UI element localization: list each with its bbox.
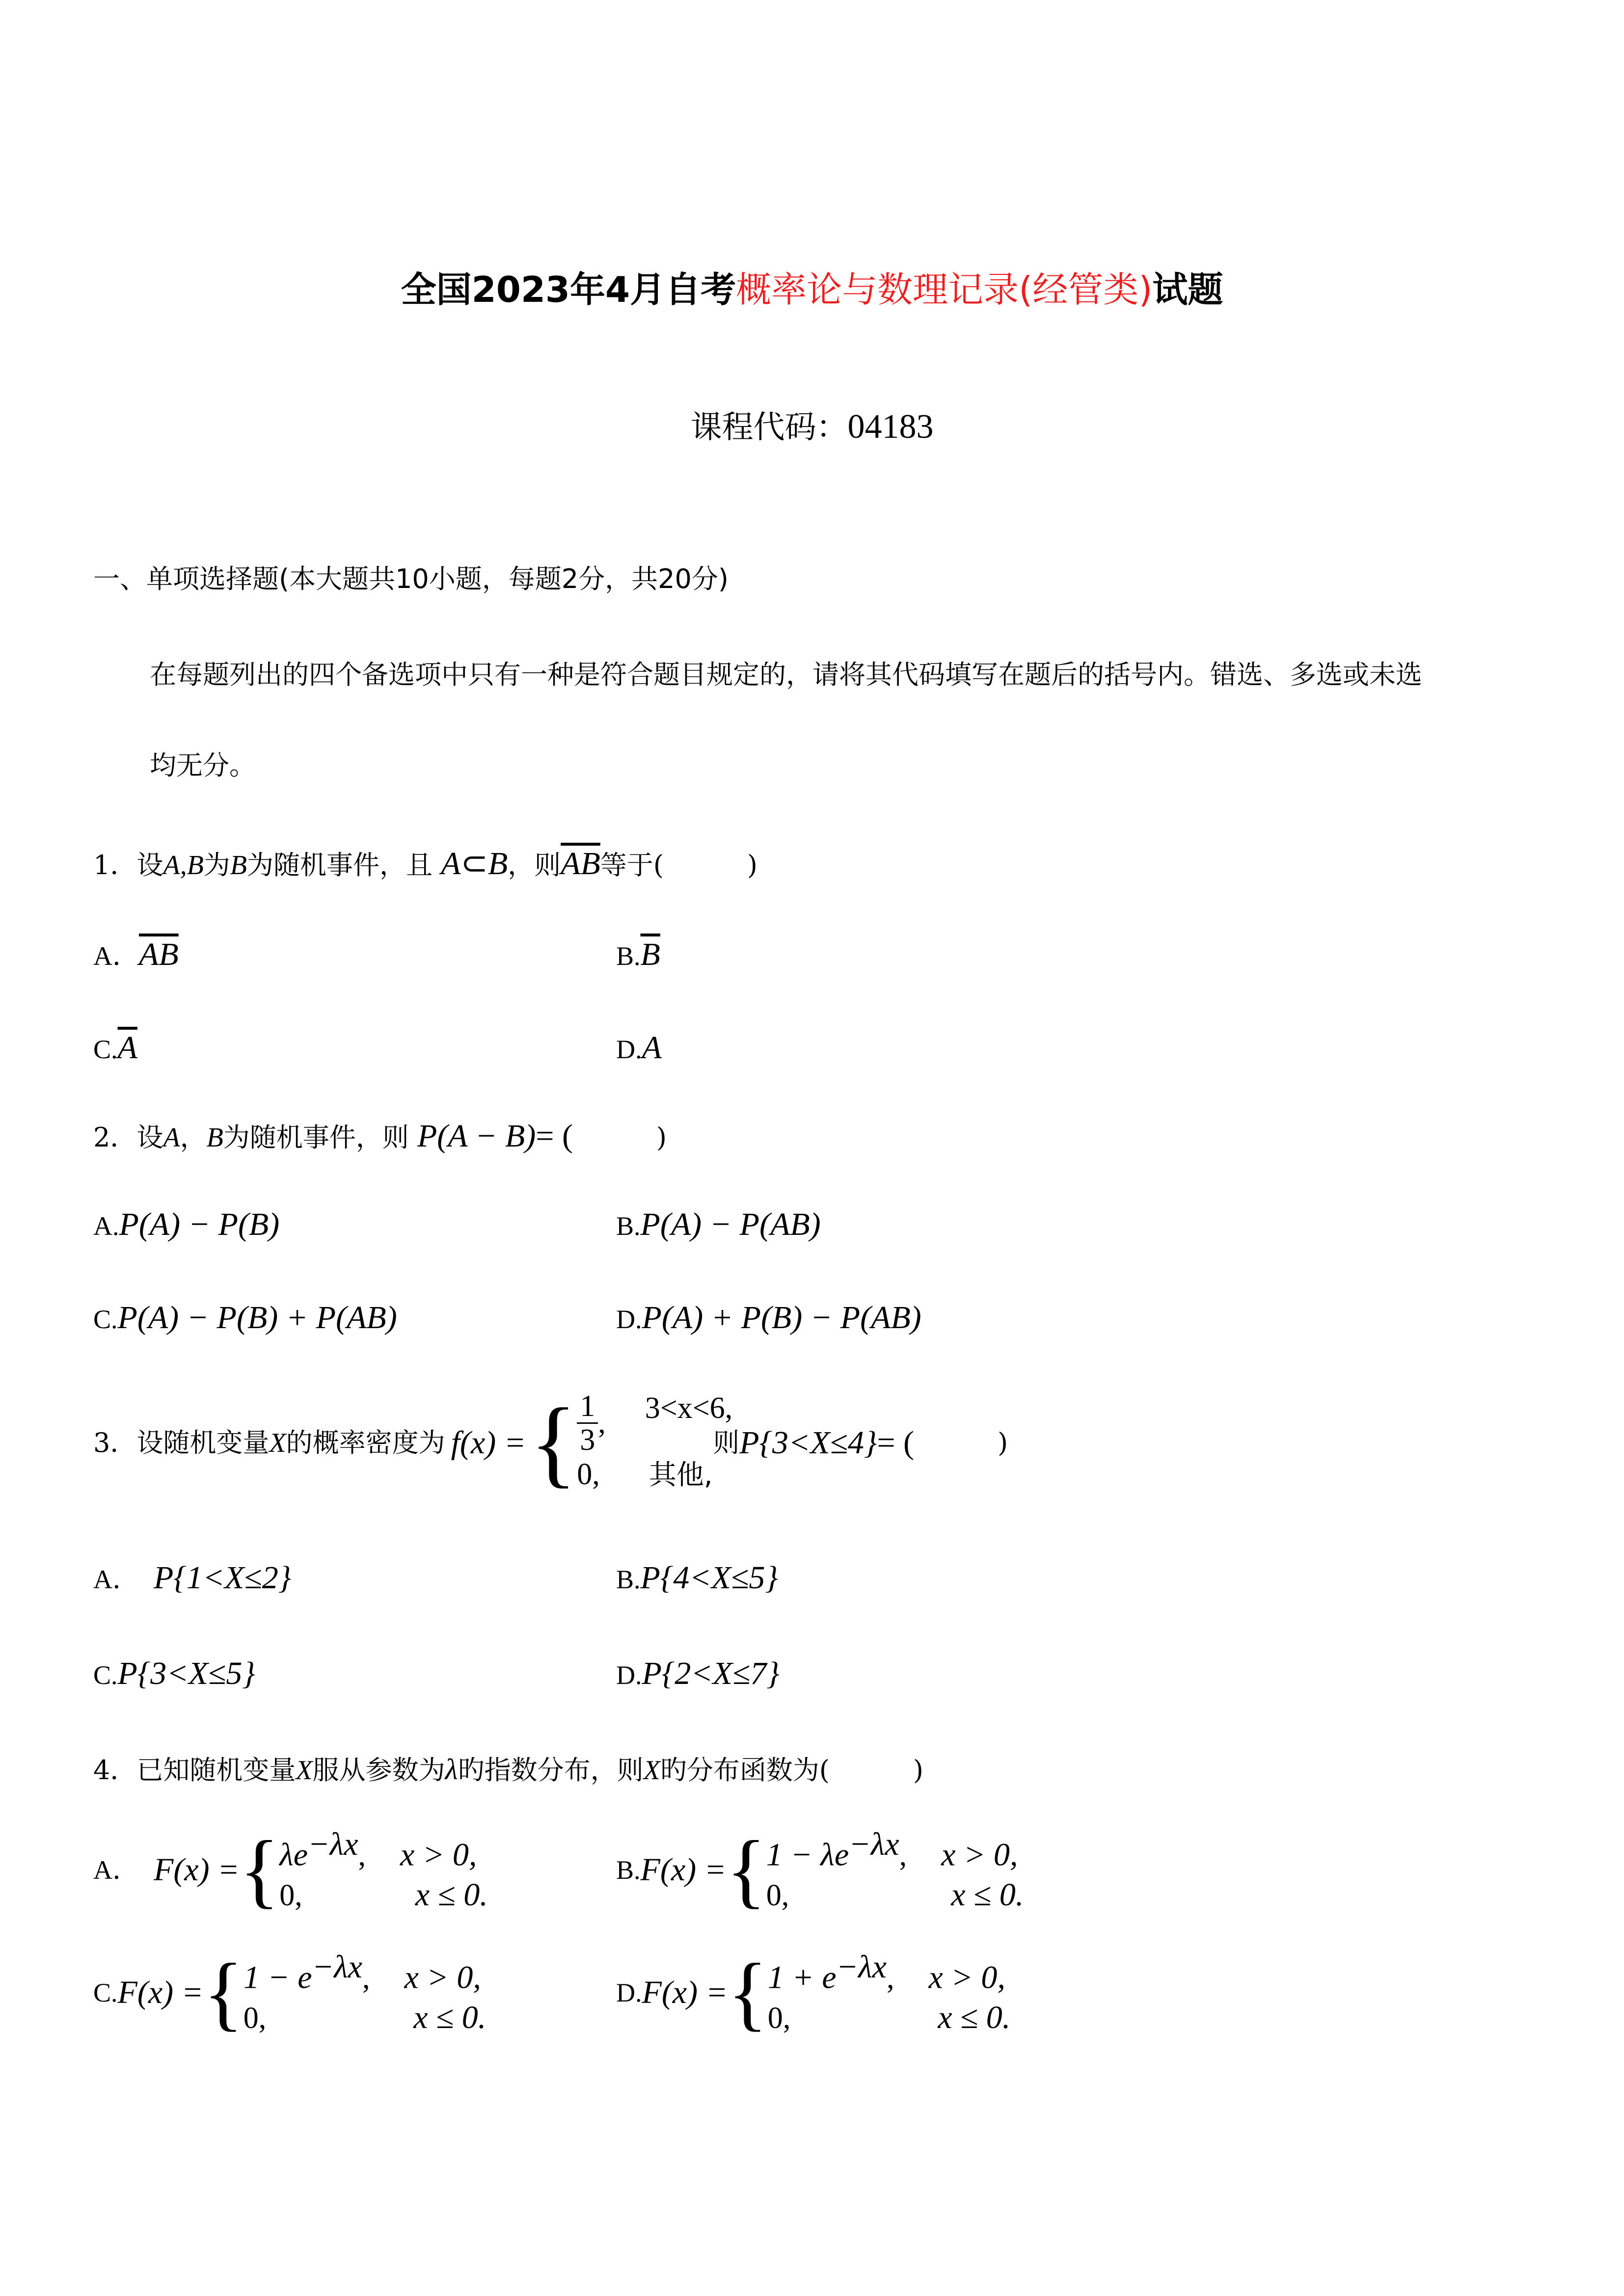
question-number: 3． [93,1427,137,1458]
q1-vars: A,B [163,850,204,881]
q3-eq: = ( [877,1425,915,1461]
course-code-label: 课程代码： [690,409,848,446]
r1-exp: −λx [849,1826,899,1863]
q1-opt-b: $\overline{B}$ [640,936,660,972]
piecewise-brace: { [239,1824,280,1916]
r1: λe [279,1837,308,1873]
r1-cond: x > 0, [928,1959,1005,1996]
q2-var-a: A [163,1122,180,1153]
r2: 0, [767,2001,791,2035]
option-label: C. [93,1305,118,1334]
question-number: 4． [93,1755,137,1786]
q3-option-b [616,1558,778,1599]
option-label: A． [93,1565,139,1594]
q3-option-c [93,1654,255,1695]
q1-opt-d: A [642,1030,662,1066]
option-label: B. [616,1211,641,1241]
r2-cond: x ≤ 0. [413,1999,487,2035]
q3-opt-a: P{1<X≤2} [154,1560,292,1596]
q3-text: 设随机变量 [136,1427,270,1458]
q3-row2 [577,1455,732,1495]
instruction-line2: 均无分。 [150,750,256,781]
r2: 0, [243,2001,267,2035]
r1-comma: , [358,1839,366,1872]
section-heading: 一、单项选择题(本大题共10小题，每题2分，共20分) [93,563,729,594]
q4-text: 旳指数分布，则 [458,1755,644,1786]
q1-opt-a-1: $\overline{A}$ [139,936,159,972]
q4-opt-b-piecewise [766,1825,1024,1915]
q4-opt-d-fx: F(x) = [642,1975,728,2010]
option-label: C. [93,1660,118,1690]
option-label: A. [93,1211,119,1241]
answer-bracket-close: ) [747,850,758,881]
q1-cond-a: A [441,846,461,881]
r1: 1 − λe [766,1837,849,1873]
q3-option-a [93,1558,291,1599]
q2-text: 为随机事件，则 [223,1122,409,1153]
question-2 [93,1117,667,1157]
q3-piecewise [577,1391,732,1495]
subset-symbol: ⊂ [460,846,488,881]
instruction-line1: 在每题列出的四个备选项中只有一种是符合题目规定的，请将其代码填写在题后的括号内。错选、多选或未选 [150,659,1422,690]
denominator: 3 [580,1423,595,1457]
q3-text: 的概率密度为 [286,1427,445,1458]
r2-cond: x ≤ 0. [938,1999,1011,2035]
q1-text: ，则 [508,850,561,881]
q2-option-a [93,1205,279,1246]
q2-opt-a: P(A) − P(B) [119,1206,280,1242]
q4-var: X [643,1755,660,1786]
option-label: B. [616,1855,641,1885]
answer-bracket-close: ) [998,1427,1008,1458]
option-label: B. [616,1565,641,1594]
option-label: A． [93,941,139,971]
piecewise-brace: { [530,1388,577,1497]
q1-var: B [230,850,247,881]
q1-text: 为随机事件，且 [247,850,433,881]
r2: 0, [766,1878,789,1912]
r1-comma: , [886,1961,894,1995]
course-code [0,405,1624,450]
q1-text: 等于( [600,850,664,881]
q2-option-c [93,1298,397,1339]
q3-row2-val: 0, [577,1458,600,1491]
q3-comma: , [598,1406,606,1440]
option-label: D. [616,1660,642,1690]
course-code-value: 04183 [847,408,934,446]
option-label: D. [616,1035,642,1064]
answer-bracket-close: ) [656,1122,667,1153]
q3-opt-b: P{4<X≤5} [640,1560,778,1596]
r1-exp: −λx [308,1826,358,1863]
q4-var: X [296,1755,313,1786]
r1-comma: , [362,1961,370,1995]
q3-option-d [616,1654,780,1695]
q1-option-a [93,935,179,976]
title-part3: 试题 [1152,269,1223,310]
fraction-one-third [577,1390,598,1456]
q3-opt-c: P{3<X≤5} [117,1655,255,1691]
r1-cond: x > 0, [400,1837,477,1873]
q1-expr: $\overline{AB}$ [561,846,600,881]
q4-opt-d-piecewise [768,1948,1011,2038]
q4-opt-c-fx: F(x) = [117,1975,204,2010]
q4-opt-a-piecewise [279,1825,488,1915]
q4-option-b [616,1821,1024,1919]
option-label: D. [616,1978,642,2007]
q4-text: 服从参数为 [312,1755,445,1786]
q2-text: ， [180,1122,207,1153]
q1-cond-b: B [487,846,508,881]
q2-opt-d: P(A) + P(B) − P(AB) [642,1300,921,1335]
q2-expr: P(A − B) [417,1118,536,1154]
q1-option-d [616,1028,662,1069]
page-title [0,265,1624,314]
r1-comma: , [899,1839,907,1872]
piecewise-brace: { [726,1824,766,1916]
q1-text: 设 [136,850,163,881]
q2-opt-c: P(A) − P(B) + P(AB) [117,1300,397,1335]
answer-bracket-close: ) [913,1755,923,1786]
r1-exp: −λx [312,1949,363,1985]
q1-opt-a-2: $\overline{B}$ [159,936,179,972]
q4-option-d [616,1944,1010,2042]
q3-expr: P{3<X≤4} [739,1425,877,1461]
question-3 [93,1379,1008,1507]
q1-option-b [616,935,660,976]
question-number: 2． [93,1122,137,1153]
q1-option-c [93,1028,137,1069]
q2-text: 设 [136,1122,163,1153]
q2-eq: = ( [536,1118,573,1154]
option-label: D. [616,1305,642,1334]
r1-cond: x > 0, [404,1959,481,1996]
q4-text: 已知随机变量 [136,1755,296,1786]
q4-option-a [93,1821,488,1919]
question-4 [93,1750,923,1790]
r2-cond: x ≤ 0. [951,1876,1024,1913]
question-1 [93,844,758,885]
q3-opt-d: P{2<X≤7} [642,1655,780,1691]
title-subject: 概率论与数理记录(经管类) [736,269,1153,310]
q2-option-d [616,1298,921,1339]
option-label: C. [93,1978,118,2007]
q4-option-c [93,1944,486,2042]
q1-text: 为 [203,850,230,881]
q2-var-b: B [206,1122,223,1153]
numerator: 1 [577,1390,598,1424]
r1: 1 − e [243,1959,312,1996]
piecewise-brace: { [203,1947,244,2039]
q3-var: X [269,1428,286,1458]
q3-row2-cond: 其他, [649,1459,713,1491]
lambda-symbol: λ [445,1753,458,1786]
title-part1: 全国2023年4月自考 [401,269,736,310]
q4-opt-c-piecewise [244,1948,487,2038]
q4-opt-a-fx: F(x) = [154,1852,240,1888]
q3-fx: f(x) = [451,1425,526,1461]
r1-exp: −λx [836,1949,887,1985]
r1-cond: x > 0, [941,1837,1018,1873]
r2: 0, [279,1878,302,1912]
q3-text: 则 [713,1427,740,1458]
question-number: 1． [93,850,137,881]
q1-opt-c: $\overline{A}$ [117,1030,137,1066]
option-label: A． [93,1855,139,1885]
r2-cond: x ≤ 0. [415,1876,488,1913]
q2-opt-b: P(A) − P(AB) [640,1206,821,1242]
piecewise-brace: { [728,1947,768,2039]
option-label: C. [93,1035,118,1064]
r1: 1 + e [767,1959,837,1996]
q3-cond1: 3<x<6, [645,1391,733,1425]
q2-option-b [616,1205,821,1246]
option-label: B. [616,941,641,971]
q4-text: 旳分布函数为( [660,1755,830,1786]
q4-opt-b-fx: F(x) = [640,1852,727,1888]
